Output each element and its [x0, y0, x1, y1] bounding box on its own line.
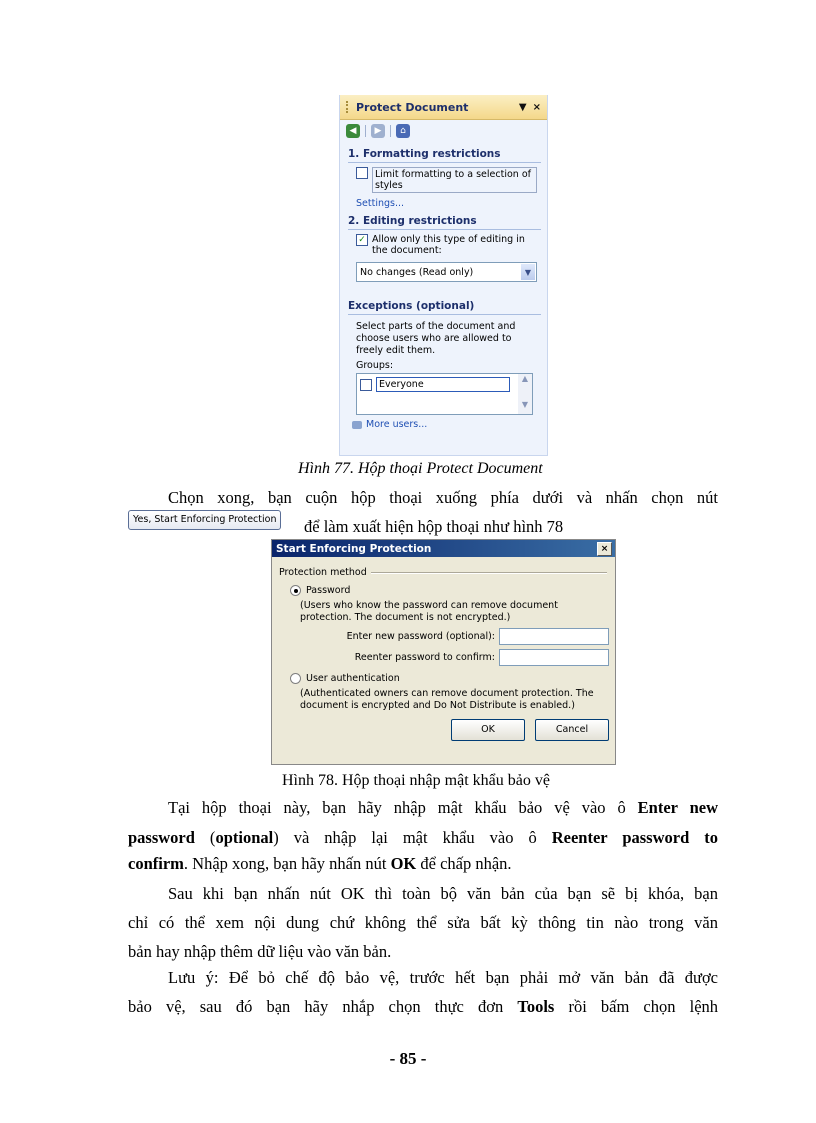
paragraph-1-line-1: Chọn xong, bạn cuộn hộp thoại xuống phía dưới và nhấn chọn nút [168, 488, 718, 507]
pane-title-bar [340, 95, 547, 120]
chevron-down-icon[interactable]: ▼ [521, 264, 535, 280]
password-note: (Users who know the password can remove document protection. The document is not encrypted.) [300, 600, 558, 623]
pane-menu-icon[interactable]: ▼ [518, 101, 527, 113]
more-users-link[interactable] [352, 419, 537, 430]
close-icon[interactable]: × [597, 542, 612, 556]
user-auth-radio-row[interactable] [290, 673, 615, 684]
reenter-password-row [272, 649, 609, 666]
formatting-checkbox-row[interactable] [356, 167, 537, 193]
formatting-checkbox-label: Limit formatting to a selection of styles [372, 167, 537, 193]
paragraph-4-line-2: bảo vệ, sau đó bạn hãy nhắp chọn thực đơn Tools rồi bấm chọn lệnh [128, 997, 719, 1016]
ok-button[interactable]: OK [451, 719, 525, 741]
editing-checkbox[interactable]: ✓ [356, 234, 368, 246]
cancel-button[interactable]: Cancel [535, 719, 609, 741]
dialog-title-bar [272, 540, 615, 557]
reenter-password-label: Reenter password to confirm: [354, 652, 495, 663]
protection-method-group [279, 567, 607, 578]
paragraph-3-line-1: Sau khi bạn nhấn nút OK thì toàn bộ văn bản của bạn sẽ bị khóa, bạn [168, 884, 718, 903]
user-auth-radio[interactable] [290, 673, 301, 684]
paragraph-2-line-3: confirm. Nhập xong, bạn hãy nhấn nút OK để chấp nhận. [128, 854, 512, 873]
groups-list [356, 373, 533, 415]
editing-heading: 2. Editing restrictions [348, 215, 541, 230]
password-radio-row[interactable] [290, 585, 615, 596]
editing-type-value: No changes (Read only) [360, 266, 474, 278]
more-users-label: More users... [366, 419, 428, 430]
password-radio-label: Password [306, 585, 351, 596]
editing-type-select[interactable] [356, 262, 537, 282]
new-password-row [272, 628, 609, 645]
paragraph-2-line-1: Tại hộp thoại này, bạn hãy nhập mật khẩu bảo vệ vào ô Enter new [168, 798, 719, 817]
group-checkbox[interactable] [360, 379, 372, 391]
new-password-input[interactable] [499, 628, 609, 645]
formatting-heading: 1. Formatting restrictions [348, 148, 541, 163]
page-number: - 85 - [389, 1049, 427, 1068]
pane-title: Protect Document [356, 100, 469, 114]
list-item[interactable] [360, 377, 510, 392]
paragraph-1-line-2: để làm xuất hiện hộp thoại như hình 78 [304, 517, 564, 536]
forward-icon[interactable]: ▶ [371, 124, 385, 138]
grip-icon[interactable] [346, 101, 351, 113]
figure-77-caption: Hình 77. Hộp thoại Protect Document [298, 460, 543, 477]
start-enforcing-protection-dialog [271, 539, 616, 765]
exceptions-description: Select parts of the document and choose users who are allowed to freely edit them. [356, 321, 516, 356]
paragraph-3-line-2: chỉ có thể xem nội dung chứ không thể sửa bất kỳ thông tin nào trong văn [128, 913, 718, 932]
group-name: Everyone [376, 377, 510, 392]
dialog-title: Start Enforcing Protection [276, 542, 432, 555]
groups-label: Groups: [356, 360, 394, 371]
scroll-up-icon[interactable]: ▲ [521, 374, 529, 383]
pane-close-icon[interactable]: × [532, 101, 541, 113]
paragraph-3-line-3: bản hay nhập thêm dữ liệu vào văn bản. [128, 942, 392, 961]
editing-checkbox-label: Allow only this type of editing in the document: [372, 234, 525, 256]
nav-separator [365, 125, 366, 137]
protect-document-pane [339, 95, 548, 456]
exceptions-heading: Exceptions (optional) [348, 300, 541, 315]
password-radio[interactable] [290, 585, 301, 596]
figure-78-caption: Hình 78. Hộp thoại nhập mật khẩu bảo vệ [282, 772, 550, 789]
scroll-down-icon[interactable]: ▼ [521, 400, 529, 409]
dialog-buttons [272, 719, 609, 741]
editing-checkbox-row[interactable] [356, 234, 537, 256]
users-icon [352, 421, 362, 429]
new-password-label: Enter new password (optional): [346, 631, 495, 642]
home-icon[interactable]: ⌂ [396, 124, 410, 138]
user-auth-radio-label: User authentication [306, 673, 400, 684]
pane-nav-bar [340, 120, 547, 142]
paragraph-4-line-1: Lưu ý: Để bỏ chế độ bảo vệ, trước hết bạn phải mở văn bản đã được [168, 968, 718, 987]
formatting-checkbox[interactable] [356, 167, 368, 179]
nav-separator [390, 125, 391, 137]
paragraph-2-line-2: password (optional) và nhập lại mật khẩu vào ô Reenter password to [128, 828, 718, 847]
group-divider [371, 572, 607, 574]
protection-method-label: Protection method [279, 567, 367, 578]
start-enforcing-button-image: Yes, Start Enforcing Protection [128, 510, 281, 530]
settings-link[interactable]: Settings... [356, 198, 405, 209]
back-icon[interactable]: ◀ [346, 124, 360, 138]
scroll-track[interactable] [518, 388, 532, 400]
reenter-password-input[interactable] [499, 649, 609, 666]
user-auth-note: (Authenticated owners can remove document protection. The document is encrypted and Do Not Distribute is enabled.) [300, 688, 594, 711]
groups-scrollbar[interactable] [518, 374, 532, 414]
